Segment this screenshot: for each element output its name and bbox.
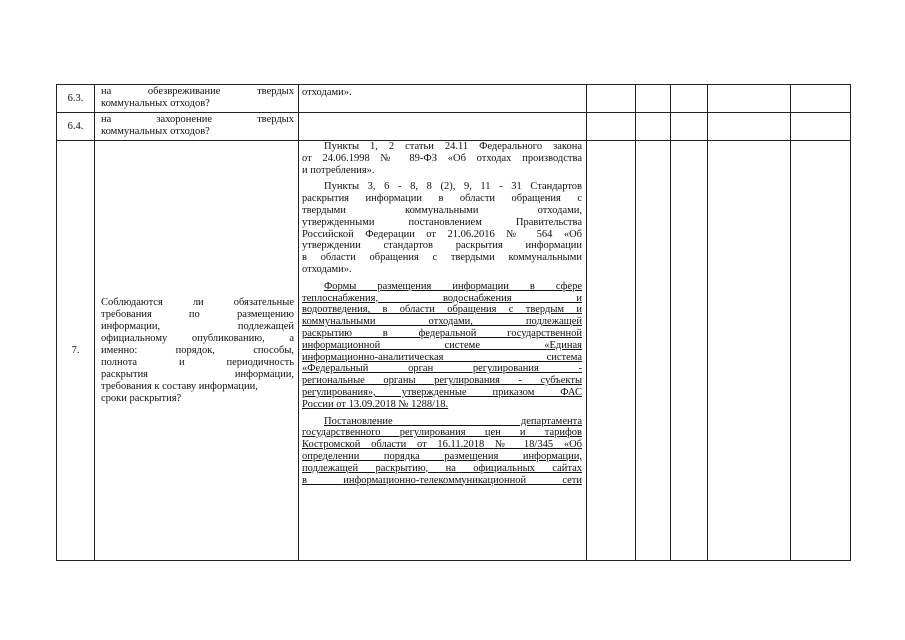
basis-line: и потребления». (302, 164, 375, 176)
answer-yes-cell (587, 141, 636, 561)
question-line: официальному опубликованию, а (101, 333, 294, 344)
basis-line: регулирования», утвержденные приказом ФАС (302, 386, 582, 398)
question-line: на захоронение твердых (101, 114, 294, 125)
comment-cell (791, 141, 851, 561)
basis-line: России от 13.09.2018 № 1288/18. (302, 398, 449, 410)
basis-line: Костромской области от 16.11.2018 № 18/345 «Об (302, 439, 582, 451)
basis-line: раскрытия информации в области обращения с (302, 193, 582, 205)
table-row (57, 85, 851, 113)
answer-na-cell (671, 85, 708, 113)
row-number-cell (57, 85, 95, 113)
basis-line: в информационно-телекоммуникационной сети (302, 474, 582, 486)
basis-line: от 24.06.1998 № 89-ФЗ «Об отходах производства (302, 152, 582, 164)
question-line: Соблюдаются ли обязательные (101, 297, 294, 308)
legal-basis-cell (299, 85, 587, 113)
question-line: коммунальных отходов? (101, 126, 210, 137)
row-number: 6.3. (67, 92, 84, 104)
basis-line: утвержденными постановлением Правительства (302, 216, 582, 228)
row-number: 6.4. (67, 120, 84, 132)
answer-na-cell (671, 113, 708, 141)
comment-cell (791, 113, 851, 141)
legal-basis-cell (299, 141, 587, 561)
legal-basis-cell (299, 113, 587, 141)
question-line: на обезвреживание твердых (101, 86, 294, 97)
basis-line: определении порядка размещения информации, (302, 450, 582, 462)
question-line: сроки раскрытия? (101, 393, 182, 404)
table-row (57, 141, 851, 561)
answer-no-cell (636, 141, 671, 561)
basis-line: Пункты 1, 2 статьи 24.11 Федерального закона (324, 141, 582, 152)
basis-line: твердыми коммунальными отходами, (302, 204, 582, 216)
basis-paragraph-regional-resolution (302, 416, 582, 487)
basis-line: Формы размещения информации в сфере (324, 280, 582, 292)
basis-line: в области обращения с твердыми коммунальными (302, 252, 582, 264)
basis-line: отходами». (302, 263, 352, 275)
basis-line: Постановление департамента (324, 415, 582, 427)
basis-line: утверждении стандартов раскрытия информации (302, 240, 582, 252)
note-cell (708, 85, 791, 113)
basis-line: теплоснабжения, водоснабжения и (302, 292, 582, 304)
basis-paragraph-fas-forms (302, 281, 582, 411)
row-number: 7. (71, 344, 80, 356)
row-number-cell (57, 113, 95, 141)
question-line: полнота и периодичность (101, 357, 294, 368)
basis-line: государственного регулирования цен и тарифов (302, 427, 582, 439)
basis-line: региональные органы регулирования - субъекты (302, 375, 582, 387)
basis-line: раскрытию в федеральной государственной (302, 327, 582, 339)
question-cell (95, 141, 299, 561)
row-number-cell (57, 141, 95, 561)
question-cell (95, 85, 299, 113)
answer-no-cell (636, 113, 671, 141)
answer-na-cell (671, 141, 708, 561)
question-line: коммунальных отходов? (101, 98, 210, 109)
basis-line: «Федеральный орган регулирования - (302, 363, 582, 375)
note-cell (708, 141, 791, 561)
comment-cell (791, 85, 851, 113)
legal-basis-text: отходами». (302, 87, 352, 98)
answer-yes-cell (587, 113, 636, 141)
basis-line: коммунальными отходами, подлежащей (302, 316, 582, 328)
basis-line: Пункты 3, 6 - 8, 8 (2), 9, 11 - 31 Стандартов (324, 181, 582, 193)
basis-line: подлежащей раскрытию, на официальных сайтах (302, 462, 582, 474)
basis-line: водоотведения, в области обращения с твердым и (302, 304, 582, 316)
note-cell (708, 113, 791, 141)
question-line: именно: порядок, способы, (101, 345, 294, 356)
basis-paragraph-standards (302, 181, 582, 275)
question-line: требования по размещению (101, 309, 294, 320)
question-line: раскрытия информации, (101, 369, 294, 380)
inspection-checklist-table (56, 84, 851, 561)
question-line: требования к составу информации, (101, 381, 258, 392)
basis-paragraph-law (302, 141, 582, 176)
basis-line: Российской Федерации от 21.06.2016 № 564 «Об (302, 228, 582, 240)
question-line: информации, подлежащей (101, 321, 294, 332)
basis-line: информационной системе «Единая (302, 339, 582, 351)
answer-no-cell (636, 85, 671, 113)
table-row (57, 113, 851, 141)
answer-yes-cell (587, 85, 636, 113)
basis-line: информационно-аналитическая система (302, 351, 582, 363)
question-cell (95, 113, 299, 141)
